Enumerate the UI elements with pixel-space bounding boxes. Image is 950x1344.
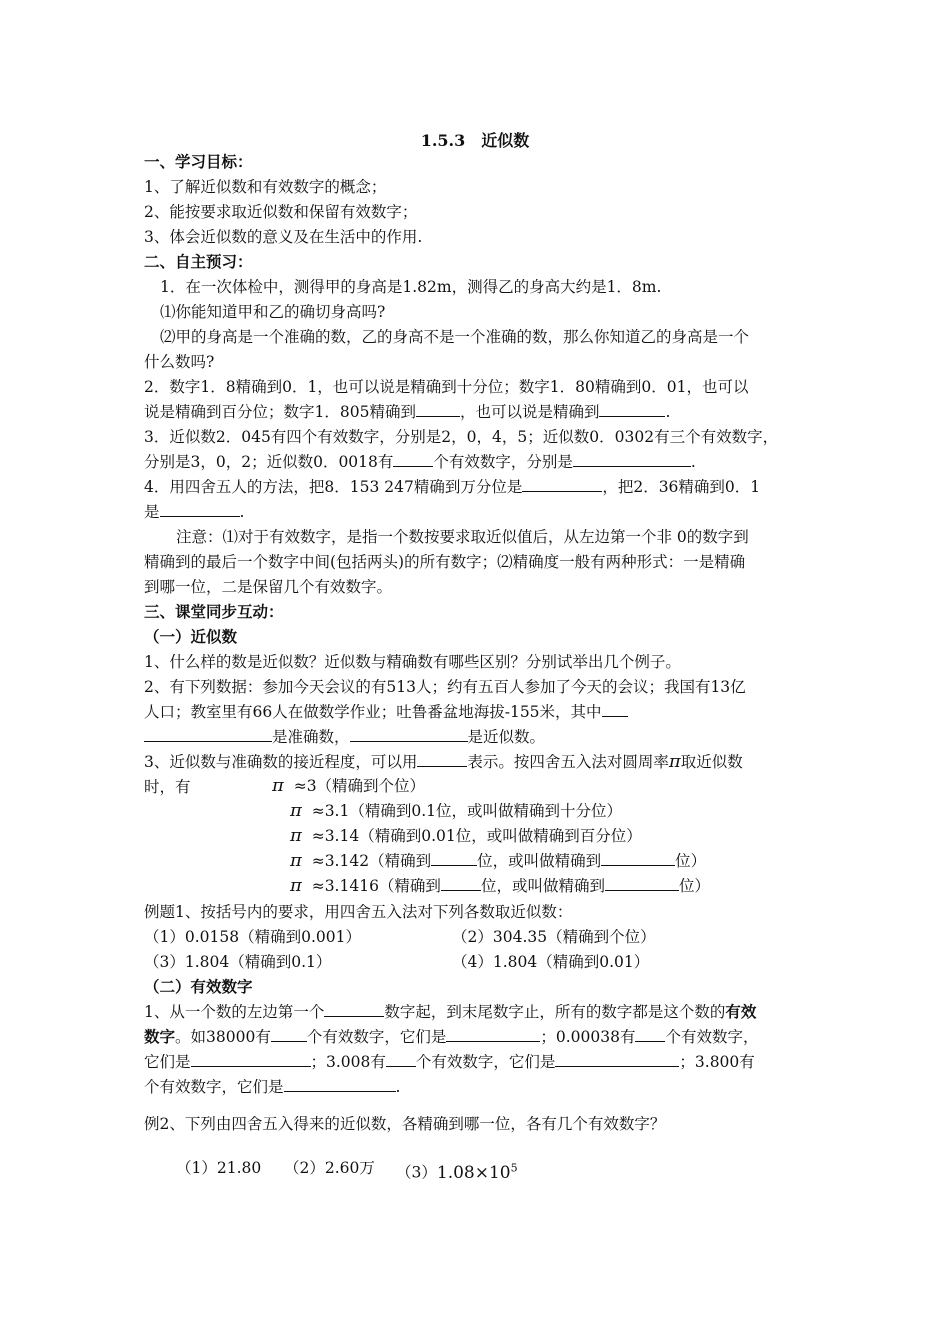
pi-approx-row: π ≈3.142（精确到 位，或叫做精确到 位） bbox=[290, 850, 707, 871]
answer-blank[interactable] bbox=[635, 1027, 665, 1042]
example-2-item: （1）21.80 bbox=[176, 1159, 262, 1177]
question-1: 1．在一次体检中，测得甲的身高是1.82m，测得乙的身高大约是1．8m. bbox=[160, 278, 662, 296]
answer-blank[interactable] bbox=[602, 702, 628, 717]
section-heading-goals: 一、学习目标： bbox=[144, 152, 253, 171]
goal-item: 3、体会近似数的意义及在生活中的作用. bbox=[144, 228, 423, 246]
section-heading-interaction: 三、课堂同步互动： bbox=[144, 602, 284, 621]
paragraph: 时，有 bbox=[144, 778, 191, 796]
answer-blank[interactable] bbox=[431, 851, 477, 866]
note-line: 精确到的最后一个数字中间(包括两头)的所有数字；⑵精确度一般有两种形式：一是精确 bbox=[144, 553, 746, 571]
question-2-cont: 说是精确到百分位；数字1．805精确到 ，也可以说是精确到 . bbox=[144, 403, 671, 421]
note-line: 注意：⑴对于有效数字，是指一个数按要求取近似值后，从左边第一个非 0的数字到 bbox=[176, 528, 749, 546]
paragraph: 是准确数， 是近似数。 bbox=[144, 727, 545, 747]
question-3: 3．近似数2．045有四个有效数字，分别是2，0，4，5；近似数0．0302有三个有效数字， bbox=[144, 428, 779, 446]
pi-approx-row: π ≈3.1（精确到0.1位，或叫做精确到十分位） bbox=[290, 800, 622, 821]
subsection-significant: （二）有效数字 bbox=[144, 977, 253, 996]
question-2: 2．数字1．8精确到0．1，也可以说是精确到十分位；数字1．80精确到0．01，也可以 bbox=[144, 378, 749, 396]
pi-symbol: π bbox=[668, 751, 681, 772]
answer-blank[interactable] bbox=[599, 402, 665, 417]
answer-blank[interactable] bbox=[386, 1052, 416, 1067]
paragraph: 2、有下列数据：参加今天会议的有513人；约有五百人参加了今天的会议；我国有13亿 bbox=[144, 678, 746, 696]
question-3-cont: 分别是3，0，2；近似数0．0018有 个有效数字，分别是 . bbox=[144, 453, 696, 471]
paragraph: 1、什么样的数是近似数？近似数与精确数有哪些区别？分别试举出几个例子。 bbox=[144, 653, 681, 671]
paragraph: 它们是 ；3.008有 个有效数字，它们是 ；3.800有 bbox=[144, 1053, 755, 1071]
answer-blank[interactable] bbox=[350, 727, 468, 742]
answer-blank[interactable] bbox=[605, 876, 679, 891]
pi-approx-row: π ≈3（精确到个位） bbox=[272, 775, 426, 796]
note-line: 到哪一位，二是保留几个有效数字。 bbox=[144, 578, 393, 596]
question-4-cont: 是 . bbox=[144, 503, 245, 521]
answer-blank[interactable] bbox=[573, 452, 691, 467]
subsection-approx: （一）近似数 bbox=[144, 627, 238, 646]
paragraph: 个有效数字，它们是 . bbox=[144, 1078, 401, 1096]
answer-blank[interactable] bbox=[144, 727, 272, 742]
scientific-notation: $1.08\times 10^5$ bbox=[436, 1161, 518, 1183]
answer-blank[interactable] bbox=[446, 1027, 540, 1042]
paragraph: 1、从一个数的左边第一个 数字起，到末尾数字止，所有的数字都是这个数的有效 bbox=[144, 1002, 757, 1021]
question-1b-cont: 什么数吗? bbox=[144, 353, 215, 371]
answer-blank[interactable] bbox=[324, 1002, 384, 1017]
answer-blank[interactable] bbox=[441, 876, 481, 891]
example-1-item: （4）1.804（精确到0.01） bbox=[452, 953, 650, 971]
answer-blank[interactable] bbox=[522, 477, 602, 492]
answer-blank[interactable] bbox=[417, 752, 467, 767]
answer-blank[interactable] bbox=[601, 851, 675, 866]
section-heading-preview: 二、自主预习： bbox=[144, 252, 253, 271]
answer-blank[interactable] bbox=[284, 1077, 396, 1092]
answer-blank[interactable] bbox=[416, 402, 460, 417]
question-4: 4．用四舍五人的方法，把8．153 247精确到万分位是 ，把2．36精确到0．1 bbox=[144, 478, 761, 496]
example-2-item: $(3)1.08\times 10^5$ bbox=[396, 1161, 518, 1183]
pi-approx-row: π ≈3.1416（精确到 位，或叫做精确到 位） bbox=[290, 875, 710, 896]
example-1-item: （3）1.804（精确到0.1） bbox=[144, 953, 332, 971]
question-1a: ⑴你能知道甲和乙的确切身高吗? bbox=[160, 303, 386, 321]
paragraph: 3、近似数与准确数的接近程度，可以用 表示。按四舍五入法对圆周率π取近似数 bbox=[144, 751, 743, 772]
answer-blank[interactable] bbox=[160, 502, 240, 517]
example-1: 例题1、按括号内的要求，用四舍五入法对下列各数取近似数： bbox=[144, 903, 573, 921]
paragraph: 人口；教室里有66人在做数学作业；吐鲁番盆地海拔-155米，其中 bbox=[144, 702, 628, 722]
page-title: 1.5.3 近似数 bbox=[420, 131, 530, 150]
pi-approx-row: π ≈3.14（精确到0.01位，或叫做精确到百分位） bbox=[290, 825, 642, 846]
goal-item: 1、了解近似数和有效数字的概念； bbox=[144, 178, 387, 196]
answer-blank[interactable] bbox=[191, 1052, 311, 1067]
answer-blank[interactable] bbox=[555, 1052, 679, 1067]
example-2: 例2、下列由四舍五入得来的近似数，各精确到哪一位，各有几个有效数字？ bbox=[144, 1115, 666, 1133]
example-1-item: （2）304.35（精确到个位） bbox=[452, 928, 656, 946]
question-1b: ⑵甲的身高是一个准确的数，乙的身高不是一个准确的数，那么你知道乙的身高是一个 bbox=[160, 328, 750, 346]
answer-blank[interactable] bbox=[271, 1027, 307, 1042]
answer-blank[interactable] bbox=[393, 452, 433, 467]
example-2-item: （2）2.60万 bbox=[284, 1159, 375, 1177]
goal-item: 2、能按要求取近似数和保留有效数字； bbox=[144, 203, 418, 221]
paragraph: 数字。如38000有 个有效数字，它们是 ；0.00038有 个有效数字， bbox=[144, 1027, 759, 1046]
example-1-item: （1）0.0158（精确到0.001） bbox=[144, 928, 361, 946]
